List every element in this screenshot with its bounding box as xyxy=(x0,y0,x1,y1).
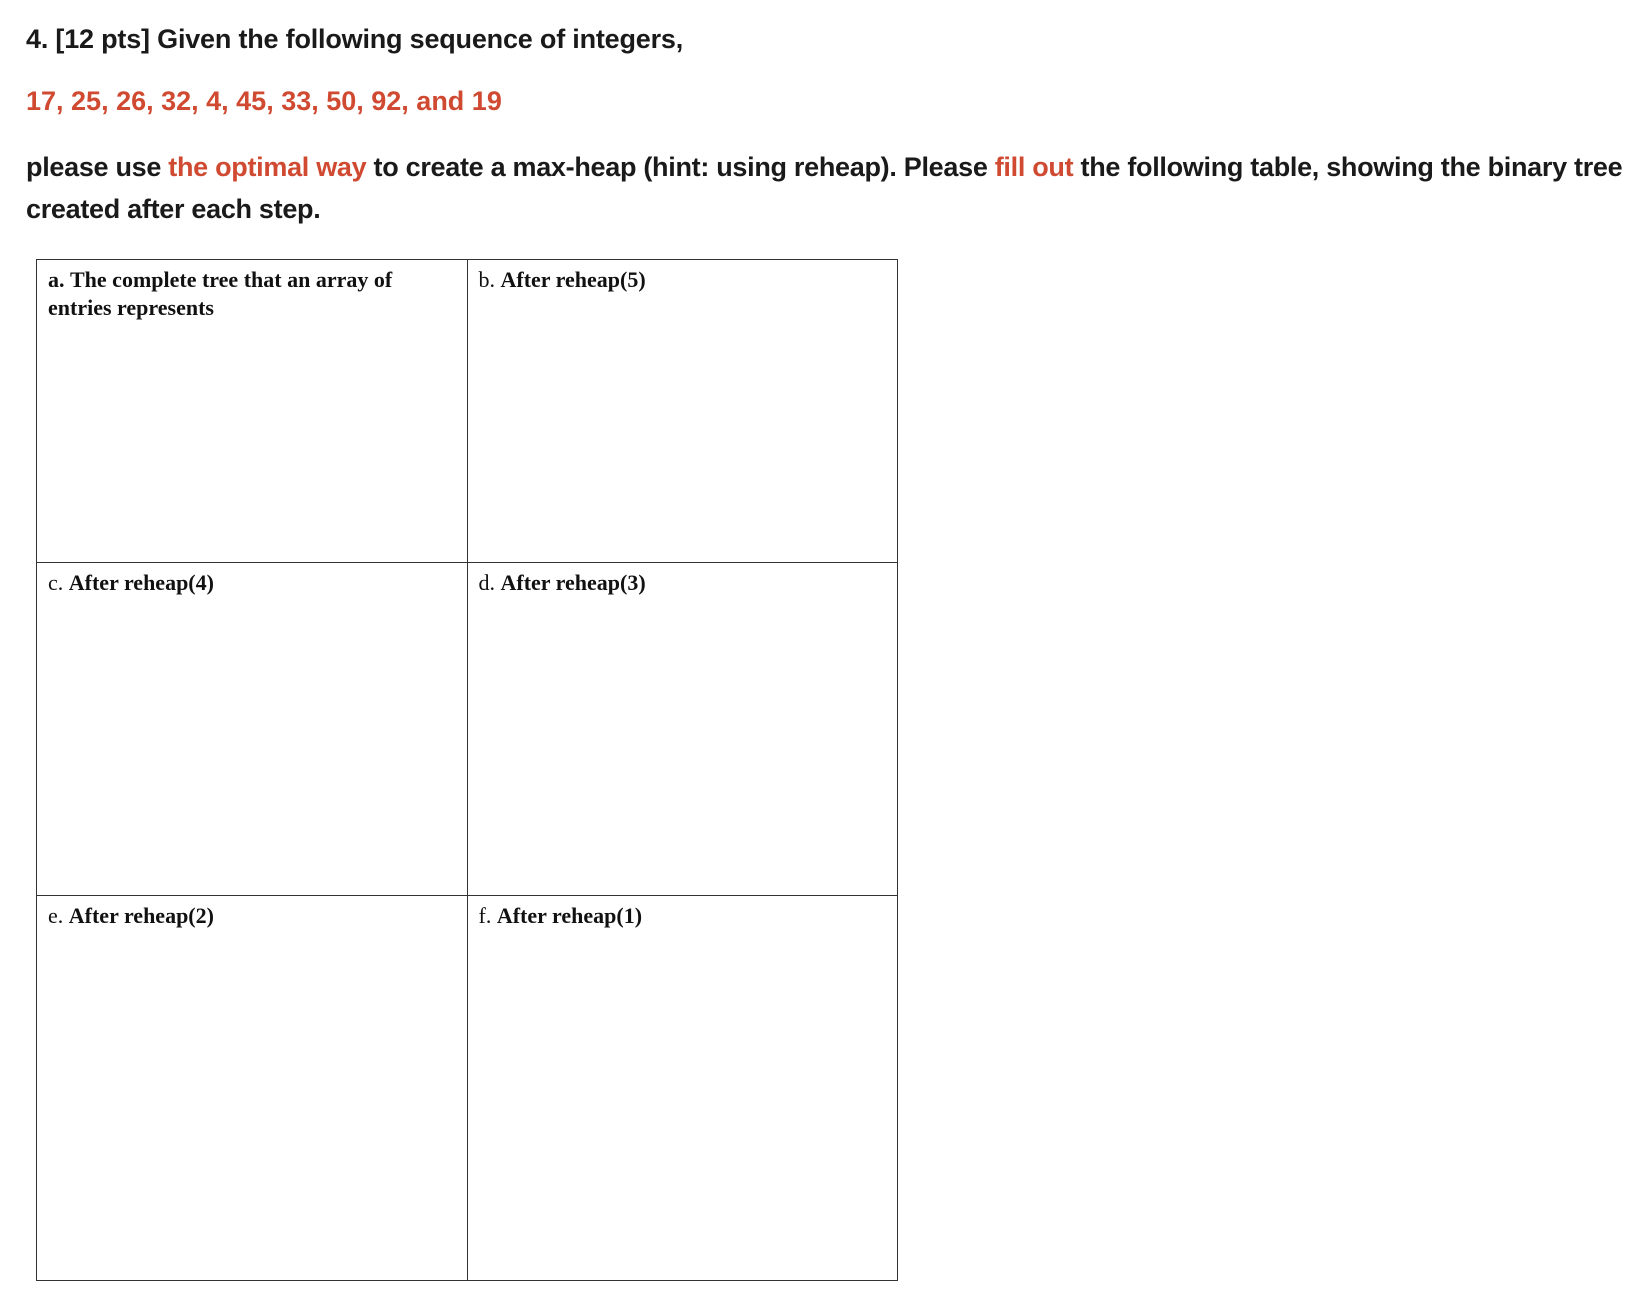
answer-cell-e[interactable] xyxy=(37,896,468,1281)
question-title: 4. [12 pts] Given the following sequence of integers, xyxy=(26,24,684,54)
cell-letter: a. xyxy=(48,267,65,292)
answer-cell-d[interactable] xyxy=(467,563,898,896)
instructions-text-1: please use xyxy=(26,152,169,182)
cell-label: After reheap(4) xyxy=(68,570,214,595)
instructions-text-3: the following table, showing the binary tree created after each step. xyxy=(26,152,1623,224)
integer-sequence: 17, 25, 26, 32, 4, 45, 33, 50, 92, and 19 xyxy=(26,86,502,116)
table-row xyxy=(37,563,898,896)
cell-letter: e. xyxy=(48,903,64,928)
cell-letter: d. xyxy=(478,570,495,595)
cell-letter: f. xyxy=(478,903,492,928)
cell-label: The complete tree that an array of entries represents xyxy=(48,267,393,320)
cell-label: After reheap(5) xyxy=(500,267,646,292)
table-row xyxy=(37,896,898,1281)
cell-letter: b. xyxy=(478,267,495,292)
cell-label: After reheap(2) xyxy=(68,903,214,928)
instructions-highlight-fill-out: fill out xyxy=(994,152,1074,182)
cell-letter: c. xyxy=(48,570,64,595)
answer-cell-b[interactable] xyxy=(467,260,898,563)
question-instructions xyxy=(26,146,1626,230)
table-row xyxy=(37,260,898,563)
cell-label: After reheap(3) xyxy=(500,570,646,595)
answer-cell-c[interactable] xyxy=(37,563,468,896)
instructions-highlight-optimal: the optimal way xyxy=(168,152,367,182)
cell-label: After reheap(1) xyxy=(496,903,643,928)
answer-table xyxy=(36,259,898,1281)
answer-cell-a[interactable] xyxy=(37,260,468,563)
instructions-text-2: to create a max-heap (hint: using reheap). Please xyxy=(366,152,995,182)
answer-cell-f[interactable] xyxy=(467,896,898,1281)
